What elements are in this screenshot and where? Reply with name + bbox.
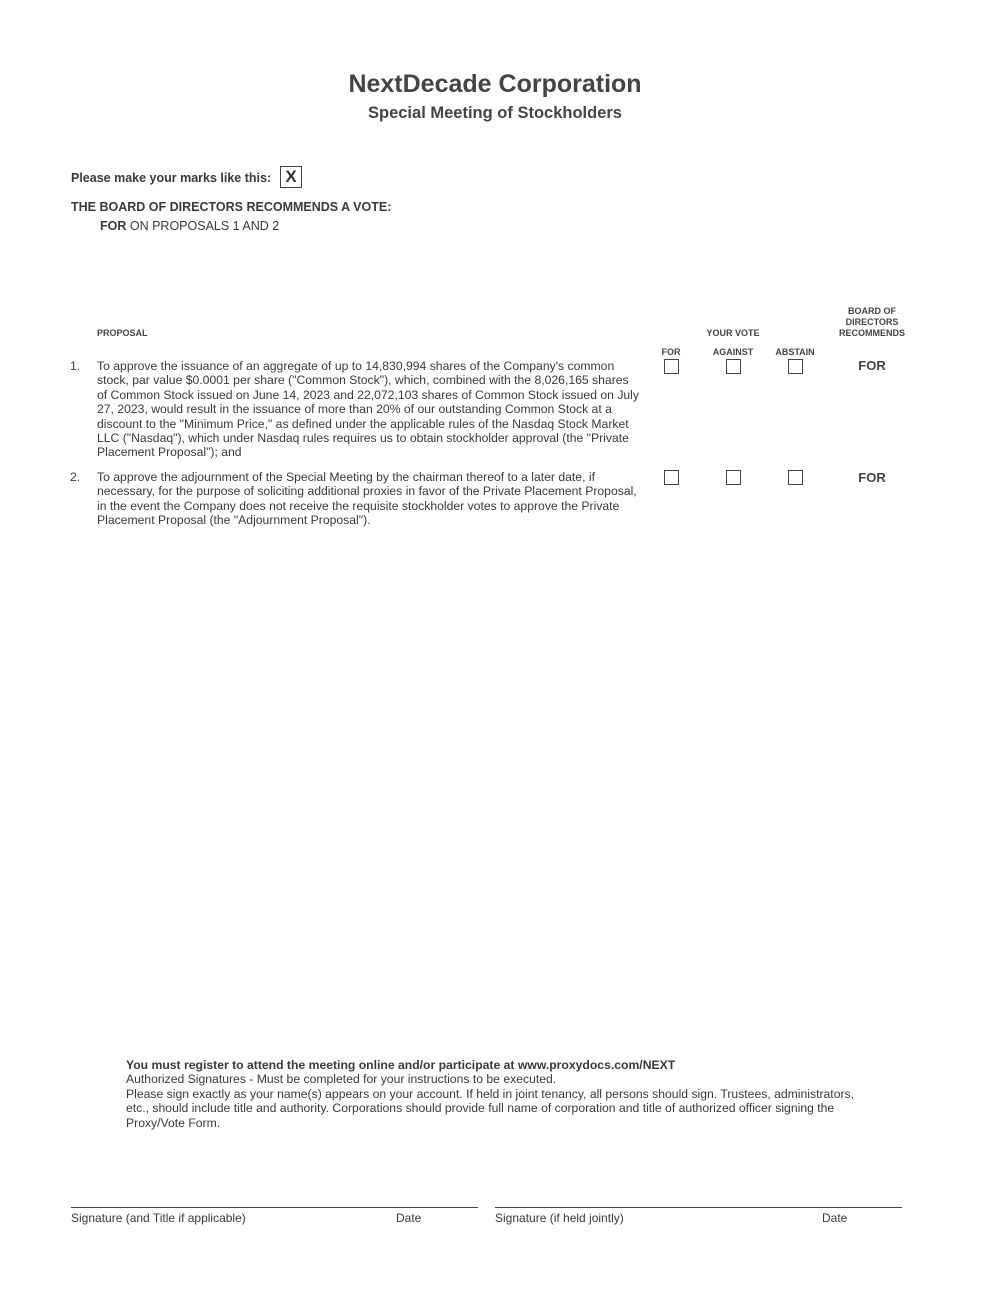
proposal-2-for-checkbox[interactable] [664,470,679,485]
proposal-2-number: 2. [70,470,81,484]
date-2-label: Date [822,1211,848,1225]
proposal-2-against-checkbox[interactable] [726,470,741,485]
register-notice: You must register to attend the meeting online and/or participate at www.proxydocs.com/NEXT [126,1058,676,1072]
your-vote-column-header: YOUR VOTE [706,328,760,338]
proposal-1-recommendation: FOR [858,358,886,373]
authorized-signatures-note: Authorized Signatures - Must be completed for your instructions to be executed. [126,1072,557,1087]
example-mark-box: X [280,166,302,188]
for-proposals-text: ON PROPOSALS 1 AND 2 [126,219,280,233]
against-column-header: AGAINST [712,347,754,357]
signature-1-label: Signature (and Title if applicable) [71,1211,246,1225]
sign-exactly-note: Please sign exactly as your name(s) appears on your account. If held in joint tenancy, all persons should sign. Trustees, administrators, etc., should include title and authority. Corporations should provide full name of corporation and title of authorized officer signing the Proxy/Vote Form. [126,1086,855,1130]
proposal-1-against-checkbox[interactable] [726,359,741,374]
abstain-column-header: ABSTAIN [775,347,815,357]
for-column-header: FOR [661,347,681,357]
proposal-1-for-checkbox[interactable] [664,359,679,374]
page-subtitle: Special Meeting of Stockholders [368,104,622,122]
proposal-1-text: To approve the issuance of an aggregate of up to 14,830,994 shares of the Company's common stock, par value $0.0001 per share ("Common Stock"), which, combined with the 8,026,165 shares of Common Stock issued on June 14, 2023 and 22,072,103 shares of Common Stock issued on July 27, 2023, would result in the issuance of more than 20% of our outstanding Common Stock at a discount to the "Minimum Price," as defined under the applicable rules of the Nasdaq Stock Market LLC ("Nasdaq"), which under Nasdaq rules requires us to obtain stockholder approval (the "Private Placement Proposal"); and [97,359,639,460]
signature-1-line[interactable] [71,1207,478,1208]
signature-2-line[interactable] [495,1207,902,1208]
date-1-label: Date [396,1211,422,1225]
board-recommends-column-header: BOARD OF DIRECTORS RECOMMENDS [838,306,905,338]
proposal-2-recommendation: FOR [858,470,886,485]
proposal-1-abstain-checkbox[interactable] [788,359,803,374]
proposal-2-text: To approve the adjournment of the Special Meeting by the chairman thereof to a later date, if necessary, for the purpose of soliciting additional proxies in favor of the Private Placement Proposal, in the event the Company does not receive the requisite stockholder votes to approve the Private Placement Proposal (the "Adjournment Proposal"). [97,470,637,528]
proposal-2-abstain-checkbox[interactable] [788,470,803,485]
proposal-column-header: PROPOSAL [97,328,148,338]
page-title: NextDecade Corporation [348,70,642,98]
marks-instruction: Please make your marks like this: [71,171,272,185]
board-recommendation-detail [100,219,279,233]
signature-2-label: Signature (if held jointly) [495,1211,624,1225]
for-word: FOR [100,219,127,233]
footer-instructions [126,1058,866,1130]
proposal-1-number: 1. [70,359,81,373]
board-recommendation-heading: THE BOARD OF DIRECTORS RECOMMENDS A VOTE: [71,200,392,214]
